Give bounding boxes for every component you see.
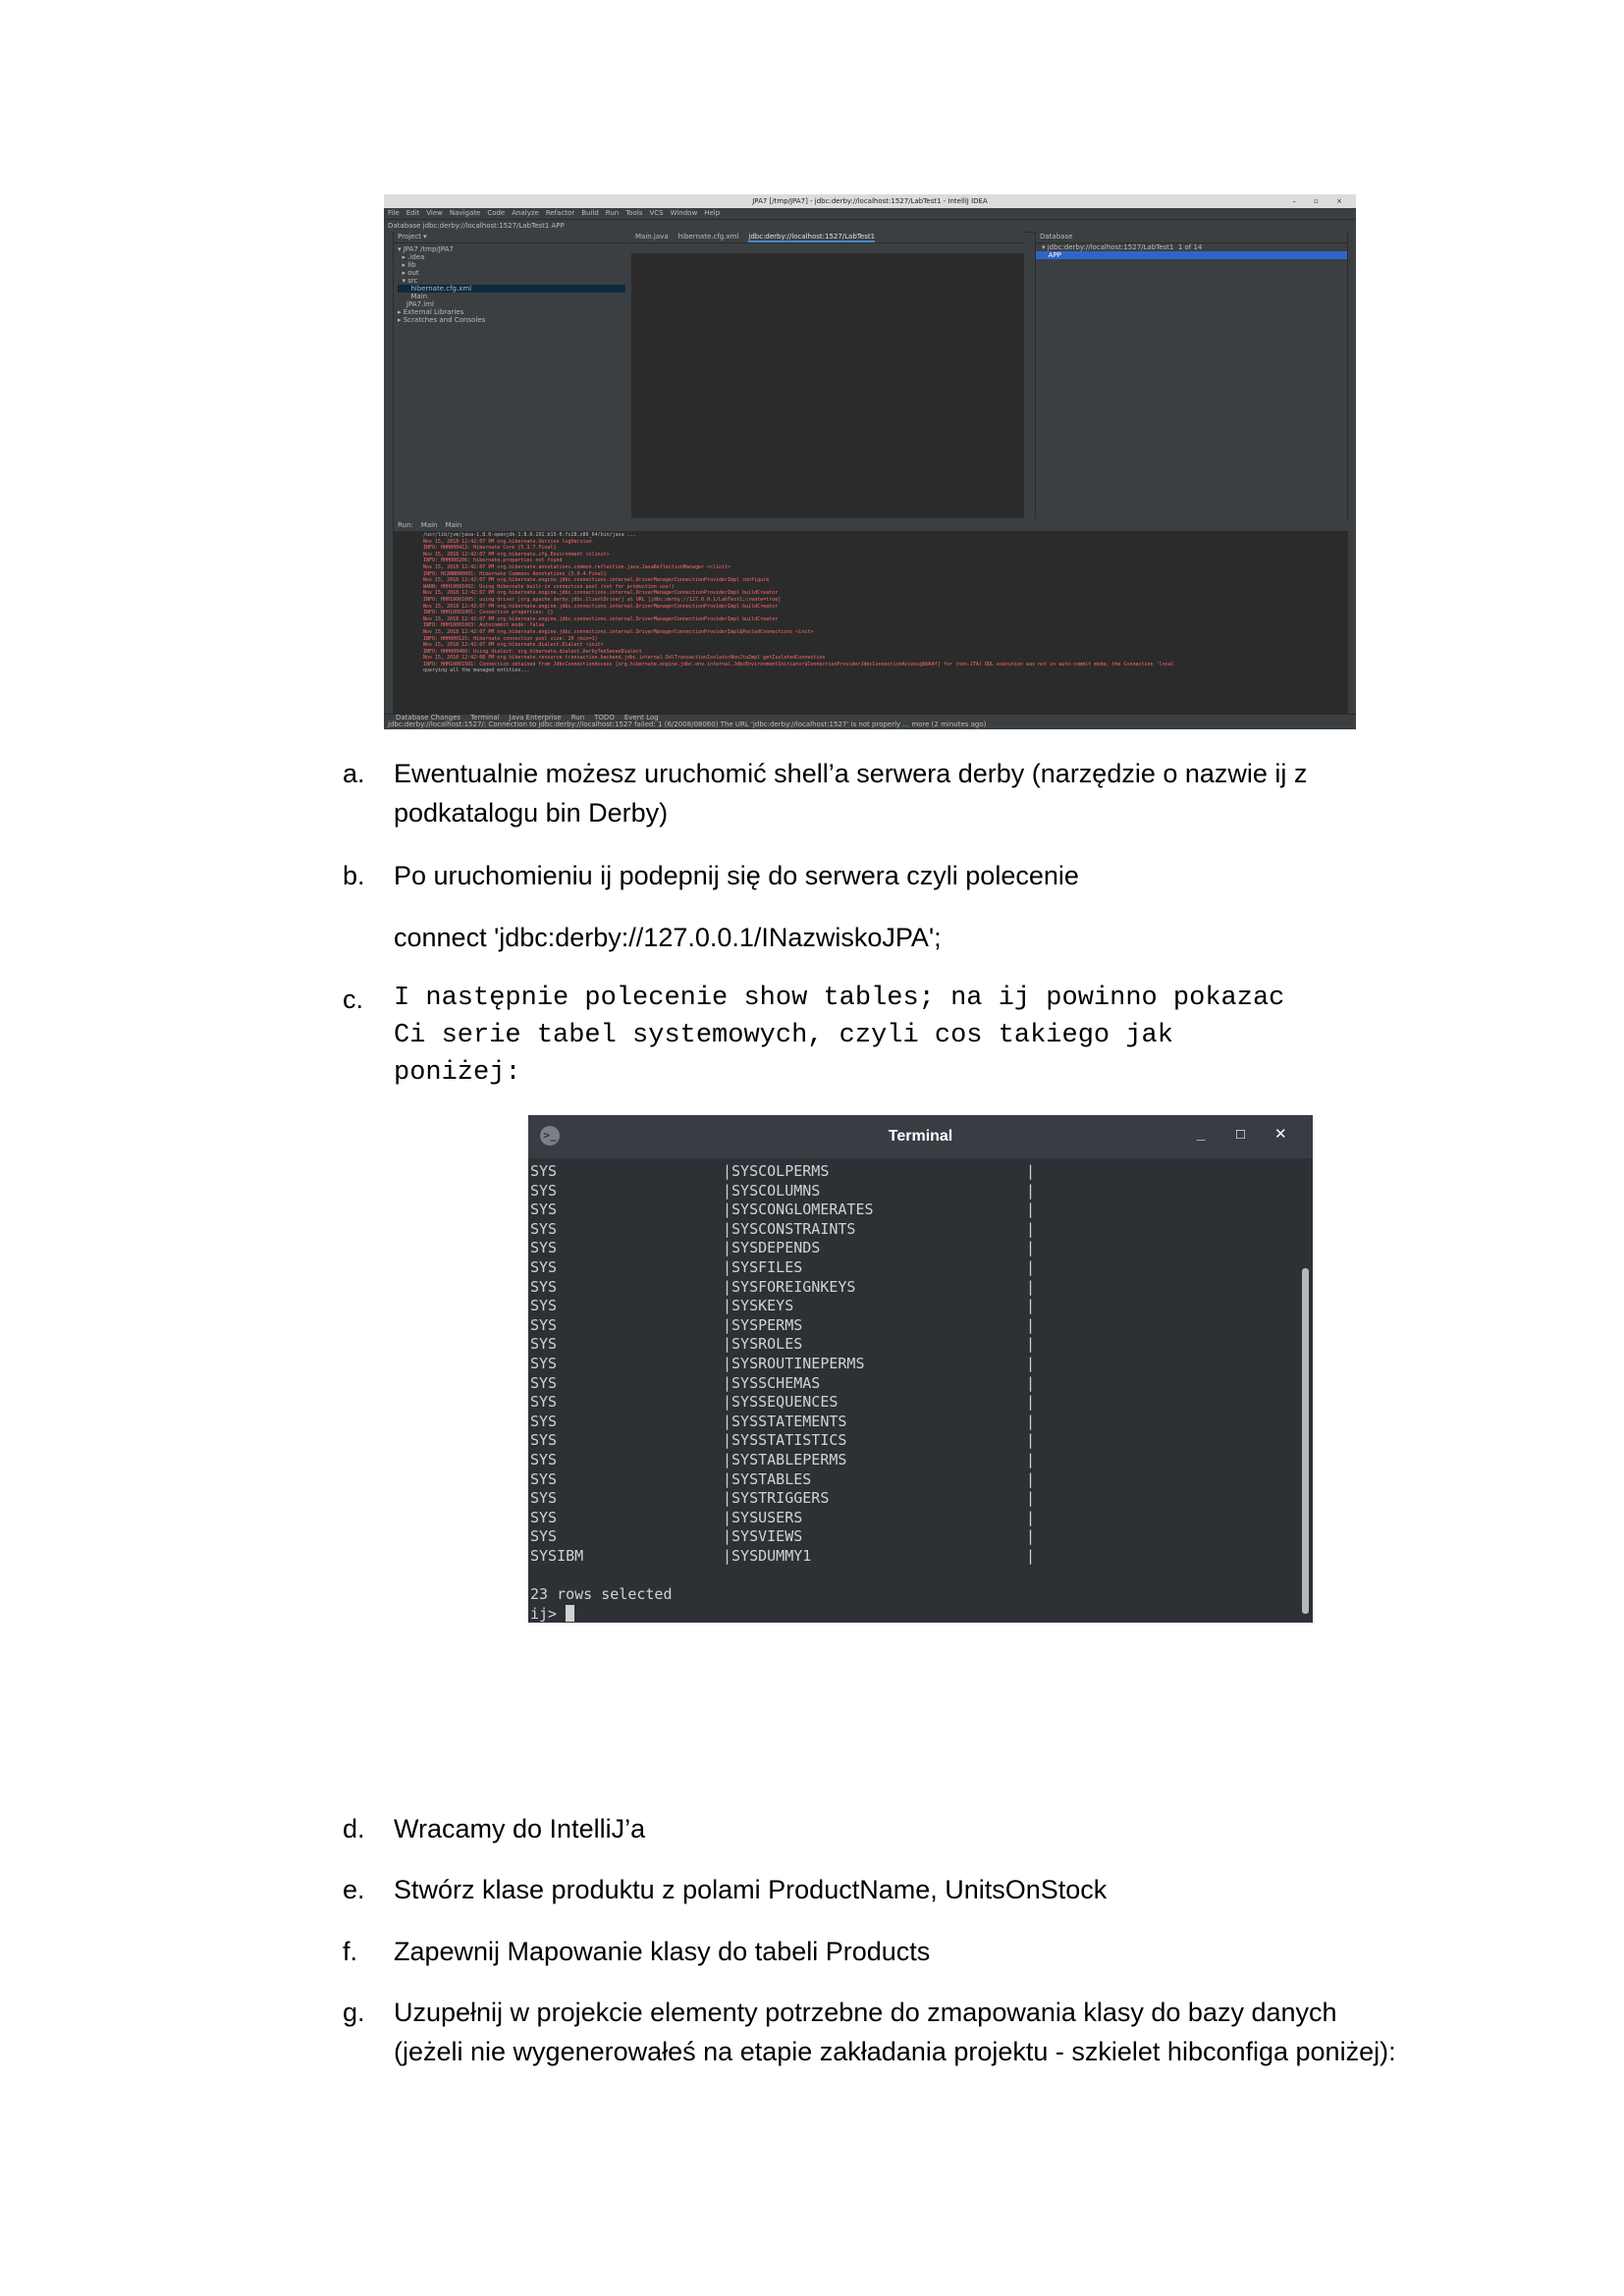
menu-item-run[interactable]: Run (605, 209, 620, 217)
table-name-cell: SYSROLES (731, 1335, 803, 1354)
column-separator: | (1026, 1162, 1036, 1180)
terminal-row (530, 1220, 1286, 1240)
column-separator: | (1026, 1239, 1036, 1257)
ide-window-title: JPA7 [/tmp/JPA7] - jdbc:derby://localhost:1527/LabTest1 - IntelliJ IDEA (752, 197, 988, 205)
column-separator: | (1026, 1257, 1036, 1276)
editor-tab[interactable]: jdbc:derby://localhost:1527/LabTest1 (748, 233, 876, 240)
text-line: Zapewnij Mapowanie klasy do tabeli Products (394, 1937, 931, 1966)
column-separator: | (723, 1412, 732, 1430)
rows-selected-summary: 23 rows selected (530, 1585, 673, 1604)
menu-item-edit[interactable]: Edit (406, 209, 420, 217)
cursor (566, 1605, 574, 1622)
schema-cell: SYS (530, 1257, 558, 1276)
column-separator: | (1026, 1469, 1036, 1488)
schema-cell: SYS (530, 1297, 558, 1315)
log-line: Nov 15, 2018 12:42:07 PM org.hibernate.engine.jdbc.connections.internal.DriverManagerConnectionProviderImpl buildCreator (423, 590, 779, 597)
ide-titlebar (384, 194, 1356, 208)
schema-cell: SYS (530, 1393, 558, 1412)
terminal-row (530, 1431, 1286, 1451)
tree-item[interactable]: ▸ .idea (398, 253, 425, 261)
terminal-scrollbar[interactable] (1302, 1162, 1309, 1618)
table-name-cell: SYSTABLES (731, 1469, 812, 1488)
column-separator: | (1026, 1315, 1036, 1334)
database-panel-header: Database (1036, 232, 1349, 243)
run-panel-header (394, 520, 1348, 532)
tool-window-button[interactable]: Terminal (470, 714, 500, 721)
table-name-cell: SYSTABLEPERMS (731, 1450, 847, 1468)
column-separator: | (723, 1219, 732, 1238)
column-separator: | (1026, 1527, 1036, 1546)
column-separator: | (723, 1257, 732, 1276)
close-icon[interactable]: ✕ (1274, 1126, 1287, 1143)
terminal-row (530, 1355, 1286, 1374)
text-line: podkatalogu bin Derby) (394, 798, 669, 828)
schema-cell: SYS (530, 1315, 558, 1334)
schema-cell: SYS (530, 1201, 558, 1219)
project-panel (394, 232, 629, 518)
log-line: Nov 15, 2018 12:42:07 PM org.hibernate.Version logVersion (423, 538, 592, 545)
menu-item-window[interactable]: Window (670, 209, 698, 217)
column-separator: | (723, 1469, 732, 1488)
editor-toolbar (631, 243, 1024, 254)
terminal-row (530, 1162, 1286, 1182)
tool-window-button[interactable]: TODO (594, 714, 615, 721)
column-separator: | (723, 1162, 732, 1180)
terminal-title: Terminal (888, 1128, 953, 1145)
log-line: Nov 15, 2018 12:42:07 PM org.hibernate.engine.jdbc.connections.internal.DriverManagerConnectionProviderImpl buildCreator (423, 603, 779, 610)
terminal-row (530, 1258, 1286, 1278)
text-line: Uzupełnij w projekcie elementy potrzebne do zmapowania klasy do bazy danych (394, 1998, 1337, 2027)
run-tab[interactable]: Main (445, 521, 462, 529)
prompt-text: ij> (530, 1604, 567, 1623)
database-tree-item[interactable]: APP (1036, 251, 1349, 259)
list-marker: g. (343, 1998, 365, 2027)
menu-item-vcs[interactable]: VCS (649, 209, 664, 217)
column-separator: | (1026, 1354, 1036, 1372)
column-separator: | (723, 1315, 732, 1334)
schema-cell: SYSIBM (530, 1546, 584, 1565)
table-name-cell: SYSCOLUMNS (731, 1181, 821, 1200)
column-separator: | (723, 1546, 732, 1565)
scrollbar-thumb[interactable] (1302, 1268, 1309, 1614)
menu-item-tools[interactable]: Tools (625, 209, 643, 217)
terminal-row (530, 1335, 1286, 1355)
log-line: Nov 15, 2018 12:42:07 PM org.hibernate.engine.jdbc.connections.internal.DriverManagerConnectionProviderImpl$PooledConnections <init> (423, 628, 814, 635)
editor-area (631, 232, 1024, 518)
column-separator: | (723, 1450, 732, 1468)
column-separator: | (1026, 1373, 1036, 1392)
log-line: INFO: HHH000115: Hibernate connection pool size: 20 (min=1) (423, 635, 598, 642)
schema-cell: SYS (530, 1489, 558, 1508)
tool-window-button[interactable]: Database Changes (396, 714, 461, 721)
schema-cell: SYS (530, 1469, 558, 1488)
terminal-row (530, 1182, 1286, 1201)
column-separator: | (1026, 1201, 1036, 1219)
schema-cell: SYS (530, 1335, 558, 1354)
column-separator: | (723, 1527, 732, 1546)
table-name-cell: SYSSTATISTICS (731, 1431, 847, 1450)
table-name-cell: SYSDUMMY1 (731, 1546, 812, 1565)
schema-cell: SYS (530, 1373, 558, 1392)
table-name-cell: SYSFOREIGNKEYS (731, 1277, 856, 1296)
schema-cell: SYS (530, 1450, 558, 1468)
ide-right-toolstrip (1347, 232, 1356, 715)
column-separator: | (723, 1239, 732, 1257)
menu-item-view[interactable]: View (426, 209, 443, 217)
editor-tab[interactable]: hibernate.cfg.xml (677, 233, 739, 240)
text-line: poniżej: (394, 1058, 521, 1088)
terminal-row (530, 1374, 1286, 1394)
database-tree (1036, 243, 1349, 259)
schema-cell: SYS (530, 1162, 558, 1180)
terminal-row (530, 1527, 1286, 1547)
tool-window-button[interactable]: Event Log (623, 714, 659, 721)
column-separator: | (1026, 1181, 1036, 1200)
table-name-cell: SYSSCHEMAS (731, 1373, 821, 1392)
tool-window-button[interactable]: Run (570, 714, 585, 721)
log-line: Nov 15, 2018 12:42:07 PM org.hibernate.annotations.common.reflection.java.JavaReflectionManager <clinit> (423, 563, 731, 570)
log-line: INFO: HHH10001005: using driver [org.apache.derby.jdbc.ClientDriver] at URL [jdbc:derby://127.0.0.1/LabTest1;create=true] (423, 596, 782, 603)
log-line: Nov 15, 2018 12:42:07 PM org.hibernate.engine.jdbc.connections.internal.DriverManagerConnectionProviderImpl buildCreator (423, 615, 779, 622)
terminal-titlebar (528, 1115, 1313, 1158)
terminal-output (530, 1162, 1286, 1623)
column-separator: | (723, 1297, 732, 1315)
table-name-cell: SYSDEPENDS (731, 1239, 821, 1257)
list-item-text (394, 1993, 1474, 2071)
column-separator: | (723, 1201, 732, 1219)
list-item-text (394, 1809, 1474, 1848)
log-line: INFO: HHH000412: Hibernate Core {5.3.7.Final} (423, 545, 557, 552)
menu-item-file[interactable]: File (388, 209, 400, 217)
tree-item[interactable]: ▾ src (398, 277, 418, 285)
schema-cell: SYS (530, 1277, 558, 1296)
column-separator: | (1026, 1335, 1036, 1354)
tree-item[interactable]: Main (398, 293, 428, 300)
text-line: Wracamy do IntelliJ’a (394, 1814, 646, 1843)
terminal-row (530, 1489, 1286, 1509)
terminal-screenshot (528, 1115, 1313, 1623)
ide-menubar (384, 208, 1356, 220)
log-line: INFO: HHH10001003: Autocommit mode: false (423, 622, 545, 629)
log-line: Nov 15, 2018 12:42:07 PM org.hibernate.dialect.Dialect <init> (423, 642, 604, 649)
schema-cell: SYS (530, 1508, 558, 1526)
terminal-row (530, 1278, 1286, 1298)
column-separator: | (723, 1373, 732, 1392)
run-tab: Run: (398, 521, 413, 529)
list-marker: d. (343, 1814, 365, 1843)
log-line: /usr/lib/jvm/java-1.8.0-openjdk-1.8.0.191.b13-0.fc28.x86_64/bin/java ... (423, 532, 636, 538)
column-separator: | (1026, 1546, 1036, 1565)
menu-item-analyze[interactable]: Analyze (512, 209, 539, 217)
project-panel-header: Project ▾ (394, 232, 629, 243)
list-item-text (394, 856, 1474, 895)
column-separator: | (723, 1181, 732, 1200)
intellij-screenshot (384, 194, 1356, 729)
run-console-log (423, 532, 1342, 713)
menu-item-build[interactable]: Build (581, 209, 599, 217)
menu-item-help[interactable]: Help (704, 209, 721, 217)
list-marker: b. (343, 861, 365, 890)
prompt-line[interactable] (530, 1605, 1286, 1623)
terminal-row (530, 1316, 1286, 1336)
status-bar: jdbc:derby://localhost:1527/: Connection to jdbc:derby://localhost:1527 failed: 1 (6/2008/08060) The URL 'jdbc:derby://localhost:1527' is not properly ... more (2 minutes ago) (388, 721, 987, 728)
list-item-text (394, 1932, 1474, 1971)
column-separator: | (1026, 1489, 1036, 1508)
terminal-row (530, 1297, 1286, 1316)
text-line: (jeżeli nie wygenerowałeś na etapie zakładania projektu - szkielet hibconfiga poniżej): (394, 2037, 1396, 2066)
menu-item-refactor[interactable]: Refactor (545, 209, 575, 217)
table-name-cell: SYSPERMS (731, 1315, 803, 1334)
schema-cell: SYS (530, 1354, 558, 1372)
run-tab[interactable]: Main (420, 521, 438, 529)
ide-left-toolstrip (384, 232, 394, 715)
list-marker: c. (343, 985, 364, 1014)
schema-cell: SYS (530, 1412, 558, 1430)
tool-window-button[interactable]: Java Enterprise (509, 714, 562, 721)
column-separator: | (1026, 1412, 1036, 1430)
schema-cell: SYS (530, 1219, 558, 1238)
log-line: Nov 15, 2018 12:42:08 PM org.hibernate.resource.transaction.backend.jdbc.internal.DdlTransactionIsolatorNonJtaImpl getIsolatedConnection (423, 655, 826, 662)
schema-cell: SYS (530, 1239, 558, 1257)
editor-tabs (631, 232, 1024, 243)
tree-item[interactable]: ▸ out (398, 269, 419, 277)
terminal-row (530, 1393, 1286, 1413)
column-separator: | (1026, 1277, 1036, 1296)
table-name-cell: SYSTRIGGERS (731, 1489, 830, 1508)
menu-item-code[interactable]: Code (487, 209, 506, 217)
list-item-text (394, 918, 1474, 957)
column-separator: | (1026, 1508, 1036, 1526)
text-line: Ewentualnie możesz uruchomić shell’a serwera derby (narzędzie o nazwie ij z (394, 759, 1308, 788)
table-name-cell: SYSSTATEMENTS (731, 1412, 847, 1430)
column-separator: | (723, 1393, 732, 1412)
run-panel (394, 520, 1348, 715)
log-line: INFO: HHH10001001: Connection properties: {} (423, 610, 554, 616)
tree-item[interactable]: JPA7.iml (398, 300, 434, 308)
list-marker: f. (343, 1937, 358, 1966)
table-name-cell: SYSCOLPERMS (731, 1162, 830, 1180)
column-separator: | (723, 1277, 732, 1296)
tree-item[interactable]: ▾ JPA7 /tmp/JPA7 (398, 245, 454, 253)
minimize-icon[interactable]: _ (1197, 1126, 1206, 1143)
column-separator: | (723, 1508, 732, 1526)
tree-item[interactable]: hibernate.cfg.xml (398, 285, 625, 293)
schema-cell: SYS (530, 1181, 558, 1200)
list-item-text (394, 1870, 1474, 1909)
list-item-text (394, 754, 1474, 832)
table-name-cell: SYSUSERS (731, 1508, 803, 1526)
ide-navbar: Database jdbc:derby://localhost:1527/LabTest1 APP (384, 220, 1356, 233)
maximize-icon[interactable]: □ (1236, 1126, 1246, 1143)
list-marker: e. (343, 1875, 365, 1904)
column-separator: | (1026, 1297, 1036, 1315)
ide-window-controls: – ▫ × (1292, 197, 1350, 205)
column-separator: | (723, 1489, 732, 1508)
text-line: connect 'jdbc:derby://127.0.0.1/INazwiskoJPA'; (394, 923, 942, 952)
table-name-cell: SYSKEYS (731, 1297, 794, 1315)
column-separator: | (723, 1431, 732, 1450)
table-name-cell: SYSVIEWS (731, 1527, 803, 1546)
log-line: Nov 15, 2018 12:42:07 PM org.hibernate.engine.jdbc.connections.internal.DriverManagerConnectionProviderImpl configure (423, 577, 770, 584)
table-name-cell: SYSCONSTRAINTS (731, 1219, 856, 1238)
column-separator: | (1026, 1393, 1036, 1412)
editor-tab[interactable]: Main.java (635, 233, 669, 240)
list-marker: a. (343, 759, 365, 788)
table-name-cell: SYSSEQUENCES (731, 1393, 839, 1412)
text-line: Po uruchomieniu ij podepnij się do serwera czyli polecenie (394, 861, 1079, 890)
tree-item[interactable]: ▸ lib (398, 261, 416, 269)
terminal-row (530, 1413, 1286, 1432)
log-line: querying all the managed entities... (423, 667, 530, 674)
terminal-row (530, 1239, 1286, 1258)
tree-item[interactable]: ▸ External Libraries (398, 308, 464, 316)
menu-item-navigate[interactable]: Navigate (449, 209, 481, 217)
tree-item[interactable]: ▸ Scratches and Consoles (398, 316, 486, 324)
text-line: Stwórz klase produktu z polami ProductName, UnitsOnStock (394, 1875, 1108, 1904)
project-tree (394, 243, 629, 326)
log-line: INFO: HCANN000001: Hibernate Commons Annotations {5.0.4.Final} (423, 570, 607, 577)
schema-cell: SYS (530, 1527, 558, 1546)
text-line: I następnie polecenie show tables; na ij powinno pokazac (394, 984, 1285, 1013)
log-line: INFO: HHH10001501: Connection obtained from JdbcConnectionAccess [org.hibernate.engine.jdbc.env.internal.JdbcEnvironmentInitiator$ConnectionProviderJdbcConnectionAccess@6b64f] for (non-JTA) DDL execution was not in auto-commit mode; the Connection 'local (423, 661, 1174, 667)
list-item-text (394, 980, 1474, 1092)
log-line: INFO: HHH000400: Using dialect: org.hibernate.dialect.DerbyTenSevenDialect (423, 648, 642, 655)
blank-line (530, 1566, 1286, 1585)
database-panel (1035, 232, 1349, 518)
column-separator: | (1026, 1450, 1036, 1468)
schema-cell: SYS (530, 1431, 558, 1450)
column-separator: | (723, 1354, 732, 1372)
log-line: Nov 15, 2018 12:42:07 PM org.hibernate.cfg.Environment <clinit> (423, 551, 610, 558)
terminal-row (530, 1201, 1286, 1220)
database-tree-item[interactable]: ▾ jdbc:derby://localhost:1527/LabTest1 1 of 14 (1042, 243, 1203, 251)
terminal-icon: >_ (540, 1126, 560, 1146)
table-name-cell: SYSCONGLOMERATES (731, 1201, 874, 1219)
log-line: WARN: HHH10001002: Using Hibernate built-in connection pool (not for production use!) (423, 583, 675, 590)
column-separator: | (723, 1335, 732, 1354)
terminal-row (530, 1509, 1286, 1528)
table-name-cell: SYSFILES (731, 1257, 803, 1276)
terminal-row (530, 1470, 1286, 1490)
column-separator: | (1026, 1431, 1036, 1450)
log-line: INFO: HHH000206: hibernate.properties not found (423, 558, 563, 564)
terminal-row (530, 1547, 1286, 1567)
table-name-cell: SYSROUTINEPERMS (731, 1354, 865, 1372)
column-separator: | (1026, 1219, 1036, 1238)
ide-bottom-bar (384, 714, 1356, 729)
terminal-row (530, 1451, 1286, 1470)
text-line: Ci serie tabel systemowych, czyli cos takiego jak (394, 1021, 1173, 1050)
